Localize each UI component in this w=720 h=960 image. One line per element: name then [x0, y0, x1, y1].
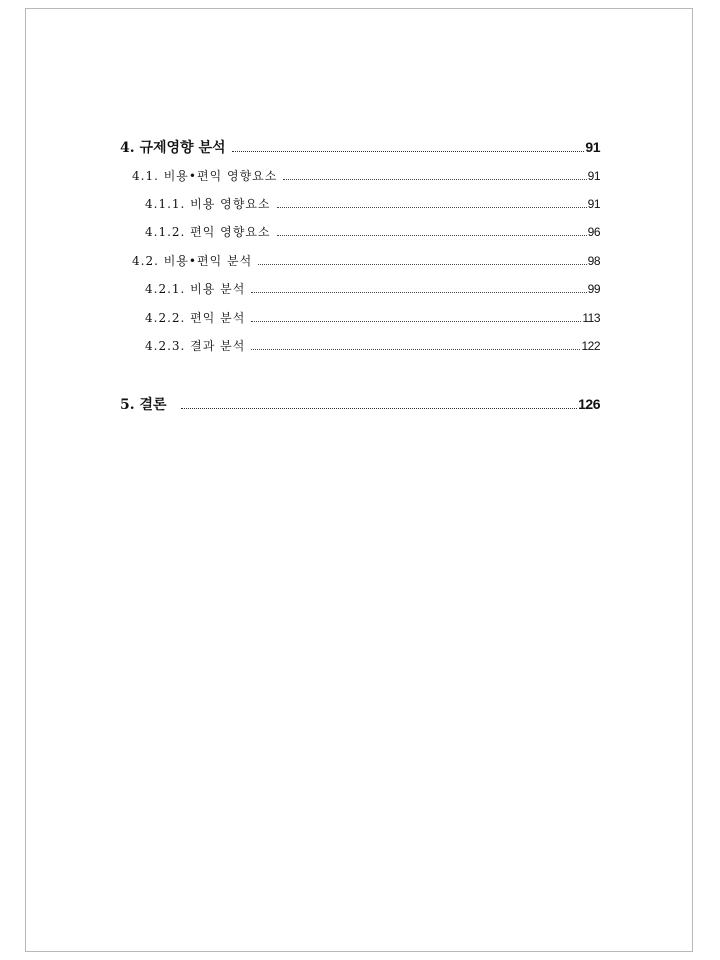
toc-entry-section-4-1-1[interactable]	[145, 195, 600, 212]
toc-entry-section-4-1[interactable]	[132, 167, 600, 184]
toc-entry-label: 4.1. 비용•편익 영향요소	[132, 169, 278, 183]
toc-page-number: 113	[582, 311, 600, 325]
toc-page-number: 126	[578, 396, 600, 412]
toc-dot-leader	[251, 321, 581, 322]
toc-entry-label: 5. 결론	[120, 397, 167, 413]
toc-dot-leader	[258, 264, 586, 265]
toc-dot-leader	[181, 408, 578, 409]
toc-entry-section-4-2-1[interactable]	[145, 280, 600, 297]
toc-entry-chapter-5[interactable]	[120, 394, 600, 414]
toc-dot-leader	[283, 179, 586, 180]
toc-entry-label: 4.2.3. 결과 분석	[145, 339, 246, 353]
toc-dot-leader	[232, 151, 585, 152]
document-page	[25, 8, 693, 952]
toc-page-number: 98	[587, 254, 600, 268]
table-of-contents	[26, 9, 692, 951]
toc-page-number: 91	[587, 197, 600, 211]
toc-page-number: 96	[587, 225, 600, 239]
toc-page-number: 91	[585, 139, 600, 155]
toc-dot-leader	[251, 349, 580, 350]
toc-dot-leader	[277, 207, 587, 208]
toc-entry-section-4-2-3[interactable]	[145, 337, 600, 354]
toc-entry-section-4-2-2[interactable]	[145, 309, 600, 326]
toc-entry-section-4-2[interactable]	[132, 252, 600, 269]
toc-entry-chapter-4[interactable]	[120, 137, 600, 157]
toc-entry-label: 4. 규제영향 분석	[120, 140, 226, 156]
toc-entry-label: 4.2.1. 비용 분석	[145, 282, 246, 296]
toc-entry-section-4-1-2[interactable]	[145, 223, 600, 240]
toc-entry-label: 4.1.2. 편익 영향요소	[145, 225, 271, 239]
toc-dot-leader	[251, 292, 586, 293]
toc-page-number: 99	[587, 282, 600, 296]
toc-entry-label: 4.1.1. 비용 영향요소	[145, 197, 271, 211]
toc-entry-label: 4.2.2. 편익 분석	[145, 311, 246, 325]
toc-entry-label: 4.2. 비용•편익 분석	[132, 254, 253, 268]
toc-page-number: 122	[581, 339, 600, 353]
toc-dot-leader	[277, 235, 587, 236]
toc-page-number: 91	[587, 169, 600, 183]
